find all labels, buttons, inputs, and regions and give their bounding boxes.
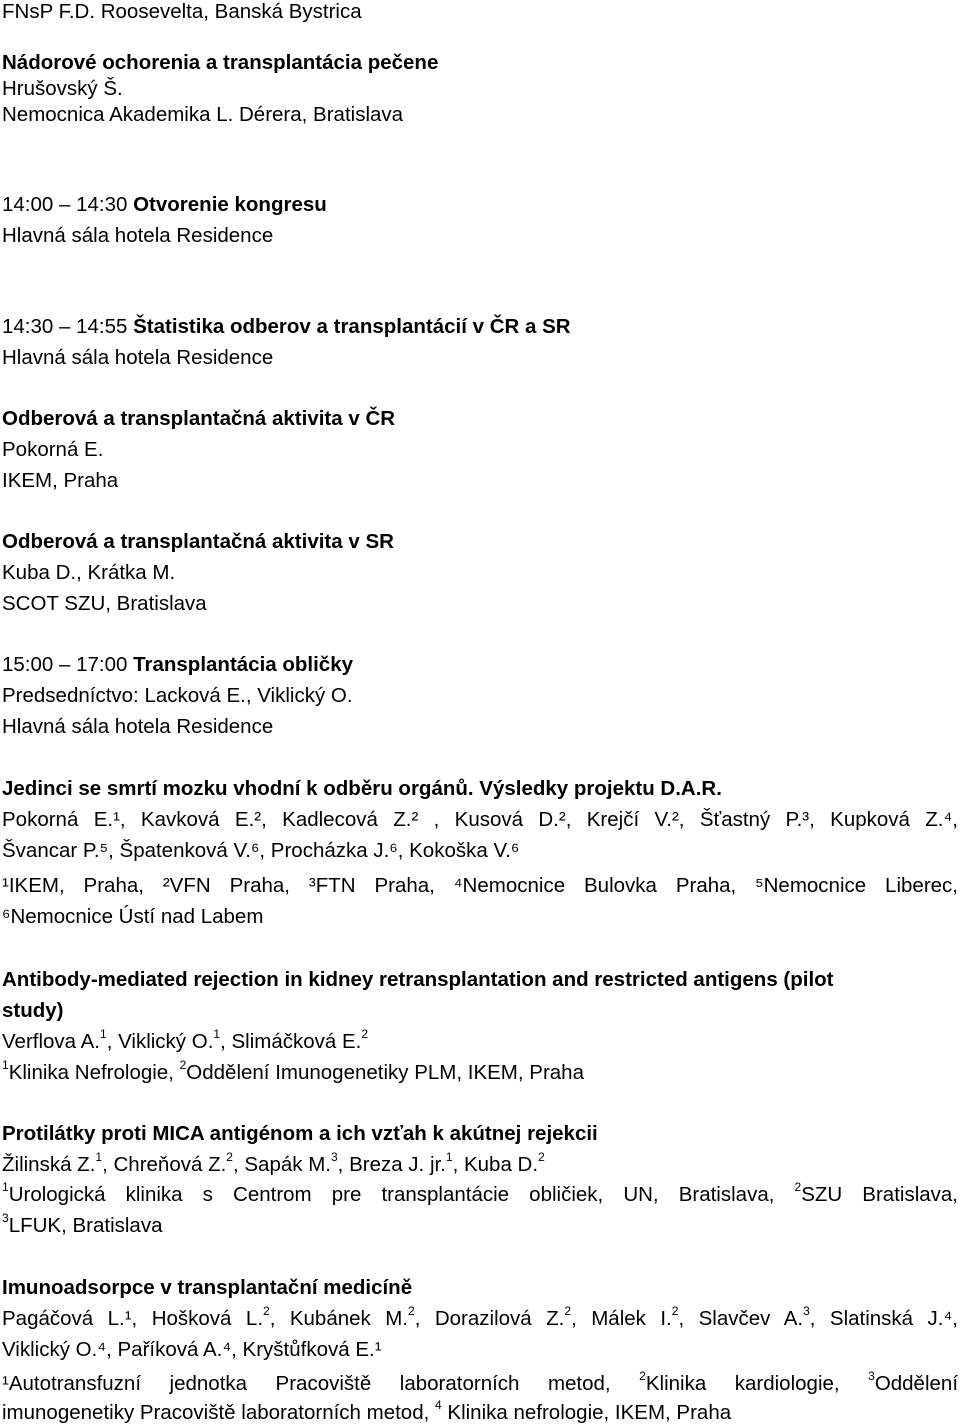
talk-immuno-title: Imunoadsorpce v transplantační medicíně	[2, 1276, 413, 1299]
talk-dar-affiliations-2: ⁶Nemocnice Ústí nad Labem	[2, 905, 264, 928]
talk-amr-title-1: Antibody-mediated rejection in kidney retransplantation and restricted antigens (pilot	[2, 968, 834, 991]
talk-amr-authors: Verflova A.$^1$, Viklický O.$^1$, Slimáčková E.$^2$	[2, 1027, 369, 1053]
opening-title: Otvorenie kongresu	[133, 193, 327, 216]
talk-dar-authors-2: Švancar P.⁵, Špatenková V.⁶, Procházka J.⁶, Kokoška V.⁶	[2, 839, 520, 862]
talk-cr-authors: Pokorná E.	[2, 438, 104, 461]
kidney-session-heading	[2, 653, 353, 677]
kidney-session-chairs: Predsedníctvo: Lacková E., Viklický O.	[2, 684, 353, 707]
statistics-time: 14:30 – 14:55	[2, 315, 128, 338]
talk-sr-title: Odberová a transplantačná aktivita v SR	[2, 530, 394, 553]
talk-mica-title: Protilátky proti MICA antigénom a ich vzťah k akútnej rejekcii	[2, 1122, 598, 1145]
kidney-session-time: 15:00 – 17:00	[2, 653, 128, 676]
talk-immuno-affiliations-2: imunogenetiky Pracoviště laboratorních metod, $^4$ Klinika nefrologie, IKEM, Praha	[2, 1398, 732, 1424]
talk-dar-title: Jedinci se smrtí mozku vhodní k odběru orgánů. Výsledky projektu D.A.R.	[2, 777, 722, 800]
liver-talk-title: Nádorové ochorenia a transplantácia pečene	[2, 51, 439, 74]
talk-amr-title-2: study)	[2, 999, 64, 1022]
talk-mica-authors: Žilinská Z.$^1$, Chreňová Z.$^2$, Sapák M.$^3$, Breza J. jr.$^1$, Kuba D.$^2$	[2, 1150, 545, 1176]
talk-immuno-authors-2: Viklický O.⁴, Paříková A.⁴, Kryštůfková E.¹	[2, 1338, 382, 1361]
liver-talk-author: Hrušovský Š.	[2, 77, 123, 100]
talk-sr-affiliation: SCOT SZU, Bratislava	[2, 592, 207, 615]
opening-time: 14:00 – 14:30	[2, 193, 128, 216]
talk-sr-authors: Kuba D., Krátka M.	[2, 561, 176, 584]
talk-mica-affiliations-1: $^1$Urologická klinika s Centrom pre transplantácie obličiek, UN, Bratislava, $^2$SZU Bratislava,	[2, 1180, 958, 1206]
talk-dar-affiliations-1: ¹IKEM, Praha, ²VFN Praha, ³FTN Praha, ⁴Nemocnice Bulovka Praha, ⁵Nemocnice Liberec,	[2, 874, 958, 897]
talk-mica-affiliations-2: $^3$LFUK, Bratislava	[2, 1211, 163, 1237]
statistics-heading	[2, 315, 571, 339]
talk-amr-affiliations: $^1$Klinika Nefrologie, $^2$Oddělení Imunogenetiky PLM, IKEM, Praha	[2, 1058, 584, 1084]
opening-venue: Hlavná sála hotela Residence	[2, 224, 274, 247]
kidney-session-venue: Hlavná sála hotela Residence	[2, 715, 274, 738]
talk-immuno-authors-1: Pagáčová L.¹, Hošková L.$^2$, Kubánek M.$^2$, Dorazilová Z.$^2$, Málek I.$^2$, Slavčev A.$^3$, Slatinská J.⁴,	[2, 1304, 958, 1330]
statistics-venue: Hlavná sála hotela Residence	[2, 346, 274, 369]
talk-cr-affiliation: IKEM, Praha	[2, 469, 119, 492]
talk-dar-authors-1: Pokorná E.¹, Kavková E.², Kadlecová Z.² , Kusová D.², Krejčí V.², Šťastný P.³, Kupková Z.⁴,	[2, 808, 958, 831]
kidney-session-title: Transplantácia obličky	[133, 653, 354, 676]
talk-cr-title: Odberová a transplantačná aktivita v ČR	[2, 407, 396, 430]
talk-immuno-affiliations-1: ¹Autotransfuzní jednotka Pracoviště laboratorních metod, $^2$Klinika kardiologie, $^3$Oddělení	[2, 1369, 959, 1395]
statistics-title: Štatistika odberov a transplantácií v ČR a SR	[133, 315, 571, 338]
hospital-line: FNsP F.D. Roosevelta, Banská Bystrica	[2, 0, 362, 23]
opening-heading	[2, 193, 327, 217]
liver-talk-affiliation: Nemocnica Akademika L. Dérera, Bratislava	[2, 103, 404, 126]
